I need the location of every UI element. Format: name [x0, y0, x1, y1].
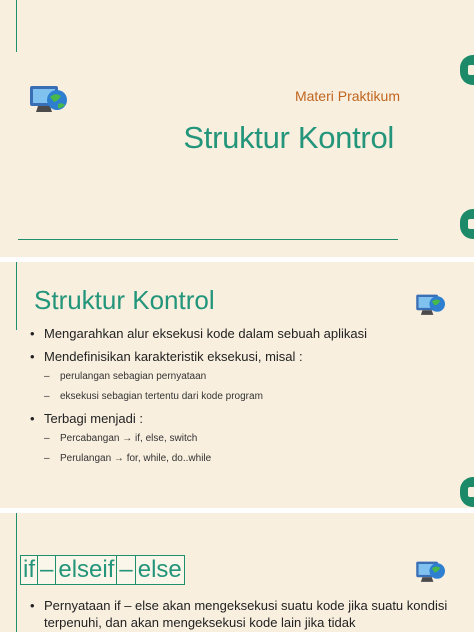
- bullet-list: [30, 597, 450, 632]
- bullet-text: Terbagi menjadi :: [44, 411, 143, 426]
- list-item: [30, 348, 430, 404]
- slide-title: Struktur Kontrol: [34, 285, 215, 315]
- computer-globe-icon: [414, 290, 448, 318]
- content-slide: [0, 262, 474, 508]
- list-item: [30, 325, 430, 342]
- sub-list: [44, 370, 430, 404]
- list-item: [30, 410, 430, 466]
- code-box: if: [20, 555, 38, 585]
- accent-line: [16, 262, 17, 330]
- code-box: –: [37, 555, 56, 585]
- sub-list-item: – eksekusi sebagian tertentu dari kode program: [44, 390, 430, 404]
- computer-globe-icon: [28, 80, 70, 116]
- slide-tab-icon[interactable]: [460, 477, 474, 507]
- slide-title: Struktur Kontrol: [183, 120, 394, 155]
- sub-list: [44, 432, 430, 466]
- slide-title: [20, 555, 184, 585]
- slide-tab-icon[interactable]: [460, 209, 474, 239]
- list-item: • Pernyataan if – else akan mengeksekusi suatu kode jika suatu kondisi terpenuhi, dan akan mengeksekusi kode lain jika tidak: [30, 597, 450, 631]
- accent-line: [16, 513, 17, 632]
- slide-tab-icon[interactable]: [460, 55, 474, 85]
- bullet-list: [30, 325, 430, 472]
- sub-list-item: – Perulangan → for, while, do..while: [44, 452, 430, 466]
- sub-list-item: – Percabangan → if, else, switch: [44, 432, 430, 446]
- sub-list-item: – perulangan sebagian pernyataan: [44, 370, 430, 384]
- code-box: –: [116, 555, 135, 585]
- bullet-text: Mengarahkan alur eksekusi kode dalam sebuah aplikasi: [44, 326, 368, 341]
- content-slide: [0, 513, 474, 632]
- computer-globe-icon: [414, 557, 448, 585]
- slide-subtitle: Materi Praktikum: [294, 88, 400, 104]
- title-slide: [0, 0, 474, 257]
- divider-line: [18, 239, 398, 240]
- bullet-text: Mendefinisikan karakteristik eksekusi, misal :: [44, 349, 303, 364]
- accent-line: [16, 0, 17, 52]
- code-box: else: [135, 555, 185, 585]
- code-box: elseif: [55, 555, 117, 585]
